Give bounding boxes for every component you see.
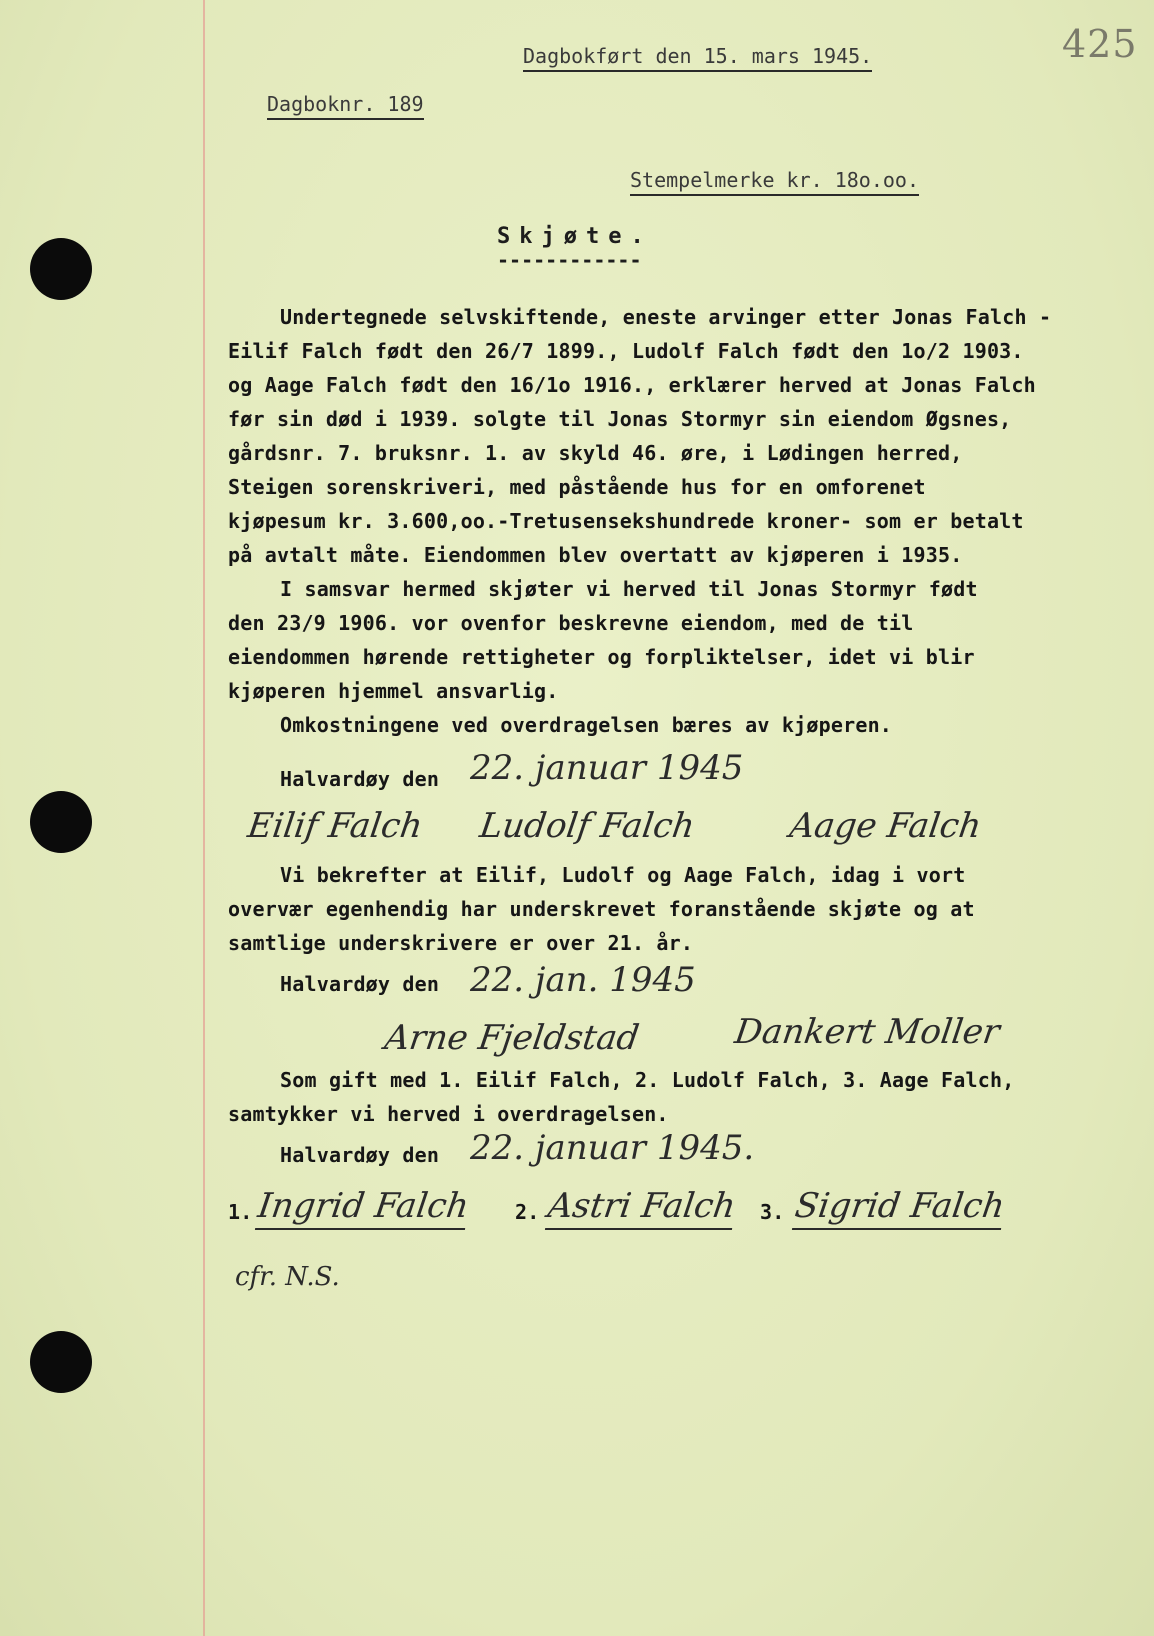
text-line: kjøperen hjemmel ansvarlig. xyxy=(228,679,559,703)
text-line: kjøpesum kr. 3.600,oo.-Tretusensekshundrede kroner- som er betalt xyxy=(228,509,1024,533)
text-line: Vi bekrefter at Eilif, Ludolf og Aage Falch, idag i vort xyxy=(280,863,966,887)
document-title: Skjøte. xyxy=(497,224,653,249)
signature: Aage Falch xyxy=(787,806,984,846)
margin-rule xyxy=(203,0,205,1636)
text-line: før sin død i 1939. solgte til Jonas Stormyr sin eiendom Øgsnes, xyxy=(228,407,1012,431)
signature-number: 3. xyxy=(760,1200,785,1224)
text-line: Eilif Falch født den 26/7 1899., Ludolf Falch født den 1o/2 1903. xyxy=(228,339,1024,363)
text-line: eiendommen hørende rettigheter og forpliktelser, idet vi blir xyxy=(228,645,975,669)
signature-number: 1. xyxy=(228,1200,253,1224)
text-line: på avtalt måte. Eiendommen blev overtatt av kjøperen i 1935. xyxy=(228,543,963,567)
signature: Sigrid Falch xyxy=(792,1186,1007,1230)
registration-date: Dagbokført den 15. mars 1945. xyxy=(523,44,872,72)
signature: Arne Fjeldstad xyxy=(382,1018,642,1058)
text-line: Som gift med 1. Eilif Falch, 2. Ludolf Falch, 3. Aage Falch, xyxy=(280,1068,1015,1092)
text-line: overvær egenhendig har underskrevet foranstående skjøte og at xyxy=(228,897,975,921)
text-line: Undertegnede selvskiftende, eneste arvinger etter Jonas Falch - xyxy=(280,305,1052,329)
journal-number: Dagboknr. 189 xyxy=(267,92,424,120)
text-line: samtykker vi herved i overdragelsen. xyxy=(228,1102,669,1126)
text-line: Steigen sorenskriveri, med påstående hus for en omforenet xyxy=(228,475,926,499)
punch-hole xyxy=(30,1331,92,1393)
text-line: samtlige underskrivere er over 21. år. xyxy=(228,931,694,955)
page-number: 425 xyxy=(1062,22,1138,66)
signature-number: 2. xyxy=(515,1200,540,1224)
signature: Ludolf Falch xyxy=(477,806,698,846)
text-line: I samsvar hermed skjøter vi herved til Jonas Stormyr født xyxy=(280,577,978,601)
signature: Ingrid Falch xyxy=(255,1186,471,1230)
text-line: den 23/9 1906. vor ovenfor beskrevne eiendom, med de til xyxy=(228,611,914,635)
title-rule: ------------ xyxy=(497,248,642,272)
text-line: gårdsnr. 7. bruksnr. 1. av skyld 46. øre, i Lødingen herred, xyxy=(228,441,963,465)
text-line: Omkostningene ved overdragelsen bæres av kjøperen. xyxy=(280,713,893,737)
place-label: Halvardøy den xyxy=(280,767,440,791)
handwritten-date: 22. jan. 1945 xyxy=(470,960,696,1000)
handwritten-date: 22. januar 1945. xyxy=(470,1128,755,1168)
signature: Dankert Moller xyxy=(732,1012,1003,1052)
place-label: Halvardøy den xyxy=(280,1143,440,1167)
signature: Astri Falch xyxy=(545,1186,738,1230)
handwritten-note: cfr. N.S. xyxy=(235,1262,340,1292)
punch-hole xyxy=(30,791,92,853)
text-line: og Aage Falch født den 16/1o 1916., erklærer herved at Jonas Falch xyxy=(228,373,1036,397)
place-label: Halvardøy den xyxy=(280,972,440,996)
handwritten-date: 22. januar 1945 xyxy=(470,748,744,788)
punch-hole xyxy=(30,238,92,300)
signature: Eilif Falch xyxy=(245,806,426,846)
stamp-duty: Stempelmerke kr. 18o.oo. xyxy=(630,168,919,196)
